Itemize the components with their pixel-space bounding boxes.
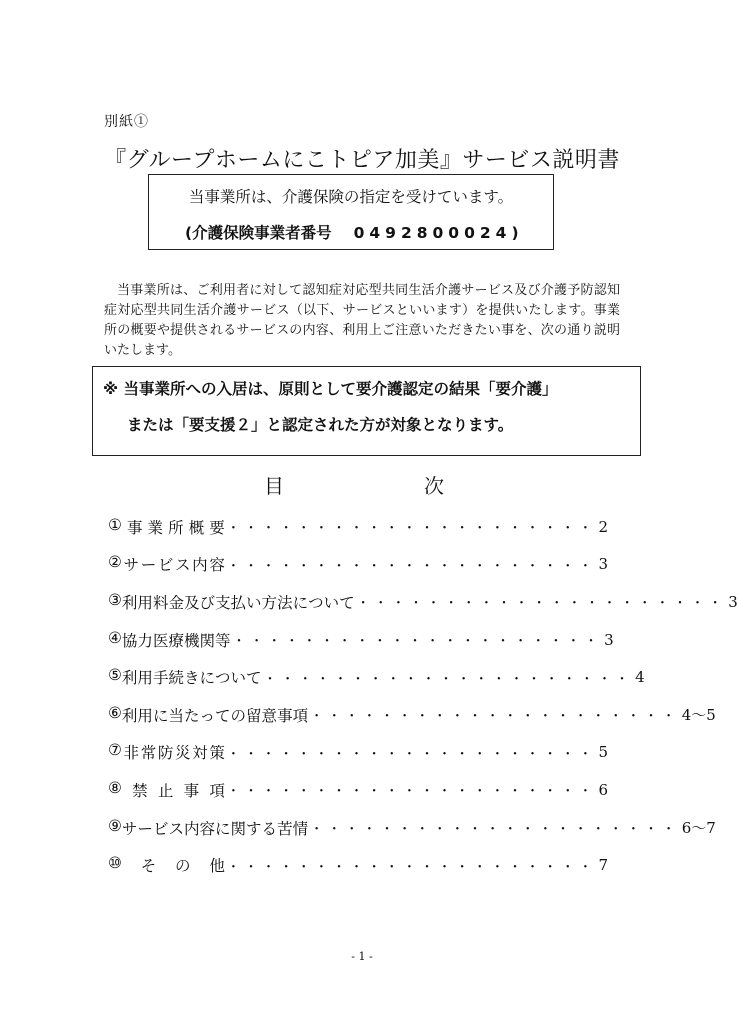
toc-item-page: 3 xyxy=(728,592,738,611)
toc-item-label: ⑧ 禁 止 事 項 xyxy=(108,778,225,800)
toc-item-label: ⑨ サ ー ビ ス 内 容 に 関 す る 苦 情 xyxy=(108,816,309,838)
toc-item-label: ① 事 業 所 概 要 xyxy=(108,515,225,537)
provider-number-line xyxy=(185,221,524,243)
table-of-contents xyxy=(108,508,738,884)
provider-number-label: (介護保険事業者番号 xyxy=(185,224,332,242)
toc-leader: ・・・・・・・・・・・・・・・・・・・・・ xyxy=(226,521,597,537)
toc-leader: ・・・・・・・・・・・・・・・・・・・・・ xyxy=(226,746,597,762)
toc-item-page: 2 xyxy=(598,517,608,536)
toc-leader: ・・・・・・・・・・・・・・・・・・・・・ xyxy=(356,596,727,612)
toc-leader: ・・・・・・・・・・・・・・・・・・・・・ xyxy=(226,558,597,574)
toc-item-label: ⑦ 非 常 防 災 対 策 xyxy=(108,741,225,763)
toc-item xyxy=(108,658,645,696)
toc-item-label: ⑤ 利 用 手 続 き に つ い て xyxy=(108,666,262,688)
toc-item-page: 3 xyxy=(598,555,608,574)
toc-item xyxy=(108,583,738,621)
toc-leader: ・・・・・・・・・・・・・・・・・・・・・ xyxy=(226,859,597,875)
toc-item xyxy=(108,734,608,772)
toc-item xyxy=(108,846,608,884)
toc-item xyxy=(108,771,608,809)
eligibility-notice-line2: または「要支援２」と認定された方が対象となります。 xyxy=(127,416,514,434)
toc-heading-left: 目 xyxy=(264,474,286,498)
eligibility-notice-line1: ※ 当事業所への入居は、原則として要介護認定の結果「要介護」 xyxy=(103,380,558,398)
intro-paragraph: 当事業所は、ご利用者に対して認知症対応型共同生活介護サービス及び介護予防認知症対応型共同生活介護サービス（以下、サービスといいます）を提供いたします。事業所の概要や提供されるサービスの内容、利用上ご注意いただきたい事を、次の通り説明いたします。 xyxy=(104,283,620,358)
toc-item xyxy=(108,508,608,546)
toc-leader: ・・・・・・・・・・・・・・・・・・・・・ xyxy=(263,671,634,687)
toc-item-page: 5 xyxy=(598,743,608,762)
toc-item-page: 3 xyxy=(604,630,614,649)
toc-item-page: 7 xyxy=(598,856,608,875)
toc-item-label: ⑩ そ の 他 xyxy=(108,854,225,876)
toc-item-page: 6 xyxy=(598,780,608,799)
attachment-label: 別紙① xyxy=(104,114,149,130)
toc-leader: ・・・・・・・・・・・・・・・・・・・・・ xyxy=(310,822,680,838)
provider-number-value: 0492800024) xyxy=(353,224,524,242)
designation-statement: 当事業所は、介護保険の指定を受けています。 xyxy=(188,188,514,206)
toc-item-label: ⑥ 利 用 に 当 た っ て の 留 意 事 項 xyxy=(108,703,309,725)
toc-item xyxy=(108,696,716,734)
toc-leader: ・・・・・・・・・・・・・・・・・・・・・ xyxy=(232,634,603,650)
toc-item-page: 6～7 xyxy=(681,819,716,838)
toc-item-page: 4 xyxy=(635,668,645,687)
toc-item-label: ④ 協 力 医 療 機 関 等 xyxy=(108,628,231,650)
document-title: 『グループホームにこトピア加美』サービス説明書 xyxy=(104,148,620,173)
page-number: - 1 - xyxy=(351,950,373,963)
toc-item-label: ③ 利 用 料 金 及 び 支 払 い 方 法 に つ い て xyxy=(108,590,355,612)
toc-item xyxy=(108,546,608,584)
toc-leader: ・・・・・・・・・・・・・・・・・・・・・ xyxy=(226,784,597,800)
designation-box xyxy=(148,174,554,250)
toc-item-label: ② サ ー ビ ス 内 容 xyxy=(108,553,225,575)
toc-item xyxy=(108,809,716,847)
toc-heading-right: 次 xyxy=(424,474,446,498)
toc-item-page: 4～5 xyxy=(681,706,716,725)
toc-item xyxy=(108,621,614,659)
toc-leader: ・・・・・・・・・・・・・・・・・・・・・ xyxy=(310,709,680,725)
eligibility-notice-box xyxy=(92,366,641,456)
